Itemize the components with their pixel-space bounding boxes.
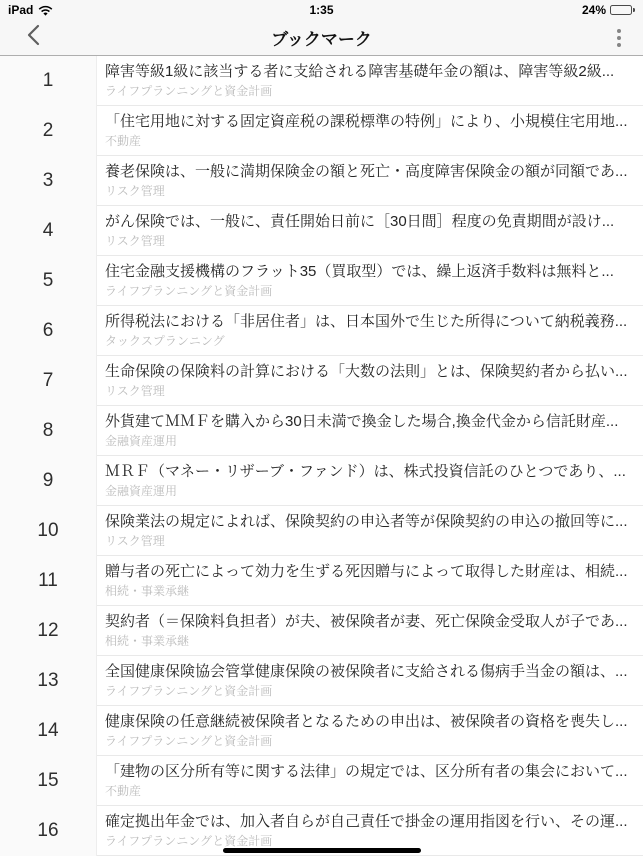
- bookmark-row[interactable]: [0, 706, 643, 756]
- row-number: 15: [0, 756, 97, 806]
- nav-bar: [0, 20, 643, 56]
- bookmark-row[interactable]: [0, 56, 643, 106]
- row-title: 住宅金融支援機構のフラット35（買取型）では、繰上返済手数料は無料と...: [105, 263, 614, 280]
- row-content: [97, 356, 643, 406]
- bookmark-row[interactable]: [0, 256, 643, 306]
- row-category: リスク管理: [105, 234, 165, 248]
- row-content: [97, 206, 643, 256]
- row-category: ライフプランニングと資金計画: [105, 734, 273, 748]
- row-title: 贈与者の死亡によって効力を生ずる死因贈与によって取得した財産は、相続...: [105, 563, 628, 580]
- row-category: 金融資産運用: [105, 434, 178, 448]
- back-button[interactable]: [16, 20, 50, 55]
- row-content: [97, 506, 643, 556]
- row-number: 2: [0, 106, 97, 156]
- bookmark-row[interactable]: [0, 606, 643, 656]
- status-left: [6, 3, 53, 17]
- row-number: 12: [0, 606, 97, 656]
- battery-percent-label: 24%: [581, 3, 606, 17]
- bookmark-row[interactable]: [0, 456, 643, 506]
- row-content: [97, 256, 643, 306]
- status-bar: [0, 0, 643, 20]
- kebab-menu-icon: [617, 29, 621, 33]
- bookmark-row[interactable]: [0, 306, 643, 356]
- home-indicator[interactable]: [223, 848, 421, 853]
- row-content: [97, 606, 643, 656]
- bookmark-list: [0, 56, 643, 856]
- carrier-label: iPad: [8, 3, 34, 17]
- row-number: 14: [0, 706, 97, 756]
- row-category: リスク管理: [105, 534, 165, 548]
- row-title: がん保険では、一般に、責任開始日前に［30日間］程度の免責期間が設け...: [105, 213, 615, 230]
- row-content: [97, 406, 643, 456]
- wifi-icon: [38, 5, 53, 16]
- bookmark-row[interactable]: [0, 556, 643, 606]
- row-category: リスク管理: [105, 384, 165, 398]
- bookmark-row[interactable]: [0, 506, 643, 556]
- row-content: [97, 56, 643, 106]
- row-category: ライフプランニングと資金計画: [105, 834, 273, 848]
- row-category: 不動産: [105, 134, 142, 148]
- row-title: 障害等級1級に該当する者に支給される障害基礎年金の額は、障害等級2級...: [105, 63, 615, 80]
- row-category: 不動産: [105, 784, 142, 798]
- row-number: 11: [0, 556, 97, 606]
- bookmark-row[interactable]: [0, 106, 643, 156]
- row-category: ライフプランニングと資金計画: [105, 684, 273, 698]
- battery-icon: [610, 5, 635, 15]
- row-category: ライフプランニングと資金計画: [105, 284, 273, 298]
- row-category: 相続・事業承継: [105, 584, 190, 598]
- row-category: 金融資産運用: [105, 484, 178, 498]
- row-title: 健康保険の任意継続被保険者となるための申出は、被保険者の資格を喪失し...: [105, 713, 628, 730]
- clock-label: 1:35: [309, 3, 334, 17]
- row-title: 保険業法の規定によれば、保険契約の申込者等が保険契約の申込の撤回等に...: [105, 513, 628, 530]
- row-number: 13: [0, 656, 97, 706]
- row-number: 10: [0, 506, 97, 556]
- row-title: 「建物の区分所有等に関する法律」の規定では、区分所有者の集会において...: [105, 763, 628, 780]
- row-title: 養老保険は、一般に満期保険金の額と死亡・高度障害保険金の額が同額であ...: [105, 163, 628, 180]
- row-title: 生命保険の保険料の計算における「大数の法則」とは、保険契約者から払い...: [105, 363, 628, 380]
- row-number: 5: [0, 256, 97, 306]
- bookmark-row[interactable]: [0, 406, 643, 456]
- row-number: 4: [0, 206, 97, 256]
- row-content: [97, 556, 643, 606]
- row-category: リスク管理: [105, 184, 165, 198]
- more-menu-button[interactable]: [605, 20, 633, 55]
- row-title: 全国健康保険協会管掌健康保険の被保険者に支給される傷病手当金の額は、...: [105, 663, 628, 680]
- bookmark-row[interactable]: [0, 656, 643, 706]
- bookmark-row[interactable]: [0, 206, 643, 256]
- bookmark-row[interactable]: [0, 156, 643, 206]
- row-category: タックスプランニング: [105, 334, 225, 348]
- row-content: [97, 106, 643, 156]
- row-title: 「住宅用地に対する固定資産税の課税標準の特例」により、小規模住宅用地...: [105, 113, 628, 130]
- page-title: ブックマーク: [271, 30, 372, 49]
- status-right: [582, 3, 637, 17]
- bookmark-row[interactable]: [0, 756, 643, 806]
- row-number: 7: [0, 356, 97, 406]
- row-category: ライフプランニングと資金計画: [105, 84, 273, 98]
- row-content: [97, 656, 643, 706]
- chevron-left-icon: [27, 24, 40, 51]
- row-category: 相続・事業承継: [105, 634, 190, 648]
- row-title: 外貨建てＭＭＦを購入から30日未満で換金した場合,換金代金から信託財産...: [105, 413, 619, 430]
- row-number: 3: [0, 156, 97, 206]
- row-number: 16: [0, 806, 97, 856]
- bookmark-row[interactable]: [0, 356, 643, 406]
- row-title: 契約者（＝保険料負担者）が夫、被保険者が妻、死亡保険金受取人が子であ...: [105, 613, 628, 630]
- row-title: 確定拠出年金では、加入者自らが自己責任で掛金の運用指図を行い、その運...: [105, 813, 628, 830]
- row-content: [97, 456, 643, 506]
- row-content: [97, 306, 643, 356]
- row-content: [97, 706, 643, 756]
- row-number: 6: [0, 306, 97, 356]
- row-number: 9: [0, 456, 97, 506]
- row-number: 1: [0, 56, 97, 106]
- row-content: [97, 156, 643, 206]
- row-title: 所得税法における「非居住者」は、日本国外で生じた所得について納税義務...: [105, 313, 628, 330]
- row-title: ＭＲＦ（マネー・リザーブ・ファンド）は、株式投資信託のひとつであり、...: [105, 463, 626, 480]
- row-number: 8: [0, 406, 97, 456]
- row-content: [97, 756, 643, 806]
